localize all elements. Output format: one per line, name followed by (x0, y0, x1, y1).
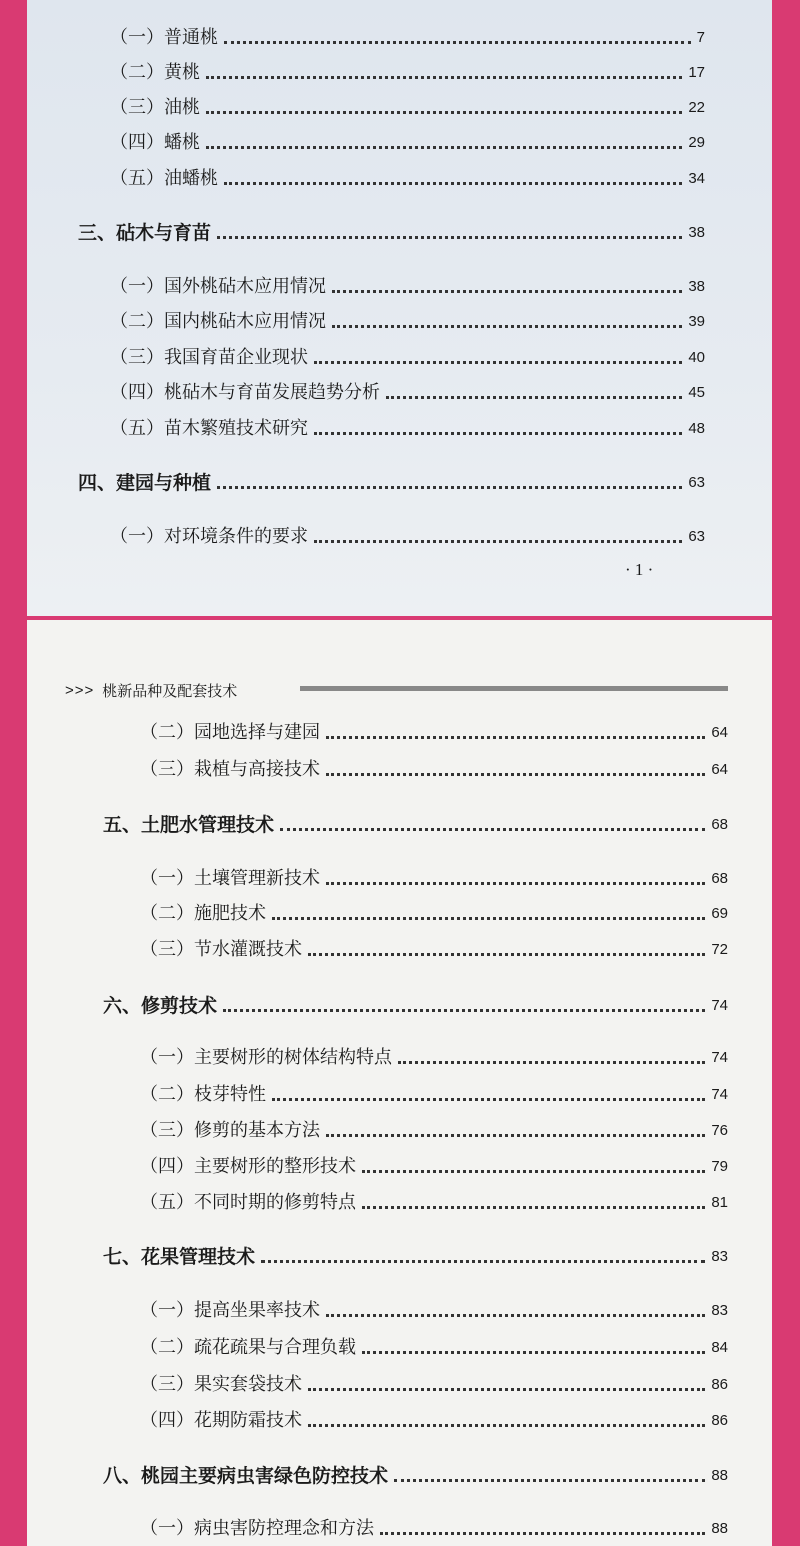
toc-entry (140, 759, 728, 781)
toc-entry-page: 7 (696, 29, 705, 46)
toc-entry (140, 868, 728, 890)
toc-entry-title: （一）病虫害防控理念和方法 (140, 1518, 374, 1539)
toc-entry-page: 79 (711, 1158, 728, 1175)
book-title: 桃新品种及配套技术 (102, 683, 238, 700)
toc-entry-page: 74 (711, 1049, 728, 1066)
toc-entry-title: （二）黄桃 (110, 62, 200, 83)
toc-entry-title: （三）果实套袋技术 (140, 1374, 302, 1395)
toc-chapter-title: 八、桃园主要病虫害绿色防控技术 (103, 1465, 389, 1487)
toc-entry-page: 40 (688, 349, 705, 366)
toc-entry (140, 1410, 728, 1432)
toc-entry-page: 86 (711, 1376, 728, 1393)
leader-dots (380, 1532, 705, 1535)
toc-chapter-title: 四、建园与种植 (78, 472, 212, 494)
toc-entry (110, 311, 705, 333)
toc-entry-page: 64 (711, 761, 728, 778)
chevrons-icon: >>> (65, 682, 95, 699)
toc-entry (110, 418, 705, 440)
toc-chapter-title: 五、土肥水管理技术 (103, 814, 275, 836)
toc-chapter-title: 七、花果管理技术 (103, 1246, 256, 1268)
toc-entry (140, 1084, 728, 1106)
toc-entry (110, 347, 705, 369)
toc-chapter-title: 三、砧木与育苗 (78, 222, 212, 244)
toc-entry (110, 168, 705, 190)
leader-dots (326, 773, 705, 776)
toc-entry-title: （一）主要树形的树体结构特点 (140, 1047, 392, 1068)
toc-page-1 (27, 0, 772, 616)
toc-entry (140, 939, 728, 961)
toc-entry-page: 48 (688, 420, 705, 437)
toc-entry-page: 22 (688, 99, 705, 116)
leader-dots (206, 76, 682, 79)
running-head (65, 680, 237, 701)
toc-entry (110, 97, 705, 119)
toc-entry (110, 382, 705, 404)
toc-chapter-page: 68 (711, 816, 728, 833)
leader-dots (217, 236, 682, 239)
leader-dots (308, 953, 705, 956)
toc-entry-title: （四）花期防霜技术 (140, 1410, 302, 1431)
toc-entry-page: 34 (688, 170, 705, 187)
leader-dots (314, 540, 682, 543)
toc-entry-title: （三）油桃 (110, 97, 200, 118)
page-number: · 1 · (625, 560, 654, 579)
toc-chapter-page: 38 (688, 224, 705, 241)
leader-dots (362, 1206, 705, 1209)
toc-entry-title: （一）对环境条件的要求 (110, 526, 308, 547)
leader-dots (280, 828, 705, 831)
toc-entry-title: （一）国外桃砧木应用情况 (110, 276, 326, 297)
toc-entry (140, 1156, 728, 1178)
toc-chapter (103, 814, 728, 836)
leader-dots (217, 486, 682, 489)
leader-dots (362, 1351, 705, 1354)
toc-chapter (103, 995, 728, 1017)
toc-entry-title: （五）油蟠桃 (110, 168, 218, 189)
toc-entry-page: 86 (711, 1412, 728, 1429)
toc-entry (140, 1374, 728, 1396)
toc-entry (140, 1192, 728, 1214)
leader-dots (394, 1479, 705, 1482)
toc-entry-title: （二）国内桃砧木应用情况 (110, 311, 326, 332)
toc-entry-page: 69 (711, 905, 728, 922)
leader-dots (224, 182, 682, 185)
toc-entry-page: 17 (688, 64, 705, 81)
toc-entry-page: 74 (711, 1086, 728, 1103)
leader-dots (332, 290, 682, 293)
toc-entry (140, 1120, 728, 1142)
leader-dots (272, 917, 705, 920)
toc-entry-title: （五）苗木繁殖技术研究 (110, 418, 308, 439)
toc-entry-title: （三）节水灌溉技术 (140, 939, 302, 960)
toc-chapter-page: 88 (711, 1467, 728, 1484)
leader-dots (326, 1134, 705, 1137)
leader-dots (326, 736, 705, 739)
toc-entry (110, 526, 705, 548)
toc-chapter (103, 1465, 728, 1487)
leader-dots (314, 361, 682, 364)
toc-entry (140, 1047, 728, 1069)
toc-entry-title: （五）不同时期的修剪特点 (140, 1192, 356, 1213)
toc-chapter-page: 83 (711, 1248, 728, 1265)
toc-entry-title: （一）土壤管理新技术 (140, 868, 320, 889)
toc-entry (140, 1518, 728, 1540)
toc-chapter-title: 六、修剪技术 (103, 995, 218, 1017)
toc-entry-page: 38 (688, 278, 705, 295)
toc-entry-page: 45 (688, 384, 705, 401)
leader-dots (206, 146, 682, 149)
leader-dots (223, 1009, 705, 1012)
leader-dots (272, 1098, 705, 1101)
toc-entry-page: 81 (711, 1194, 728, 1211)
toc-entry-title: （二）园地选择与建园 (140, 722, 320, 743)
toc-entry (140, 1337, 728, 1359)
leader-dots (308, 1388, 705, 1391)
toc-entry-page: 63 (688, 528, 705, 545)
toc-entry (140, 722, 728, 744)
toc-entry-title: （四）蟠桃 (110, 132, 200, 153)
leader-dots (326, 882, 705, 885)
toc-entry-page: 72 (711, 941, 728, 958)
leader-dots (386, 396, 682, 399)
leader-dots (362, 1170, 705, 1173)
toc-entry (110, 27, 705, 49)
toc-entry-title: （三）栽植与高接技术 (140, 759, 320, 780)
toc-chapter-page: 63 (688, 474, 705, 491)
leader-dots (308, 1424, 705, 1427)
toc-entry-page: 83 (711, 1302, 728, 1319)
toc-chapter (78, 472, 705, 494)
toc-entry (140, 1300, 728, 1322)
toc-entry-title: （三）我国育苗企业现状 (110, 347, 308, 368)
leader-dots (332, 325, 682, 328)
toc-entry-title: （一）普通桃 (110, 27, 218, 48)
header-rule (300, 686, 728, 691)
leader-dots (398, 1061, 705, 1064)
toc-entry-page: 64 (711, 724, 728, 741)
leader-dots (206, 111, 682, 114)
leader-dots (261, 1260, 705, 1263)
toc-entry-title: （四）主要树形的整形技术 (140, 1156, 356, 1177)
toc-entry-title: （二）疏花疏果与合理负载 (140, 1337, 356, 1358)
toc-entry (110, 132, 705, 154)
toc-entry-title: （四）桃砧木与育苗发展趋势分析 (110, 382, 380, 403)
leader-dots (224, 41, 691, 44)
toc-chapter-page: 74 (711, 997, 728, 1014)
toc-chapter (78, 222, 705, 244)
toc-chapter (103, 1246, 728, 1268)
toc-entry (140, 903, 728, 925)
toc-entry-title: （二）枝芽特性 (140, 1084, 266, 1105)
toc-entry (110, 276, 705, 298)
toc-entry-page: 88 (711, 1520, 728, 1537)
toc-entry-page: 39 (688, 313, 705, 330)
leader-dots (326, 1314, 705, 1317)
toc-entry-title: （三）修剪的基本方法 (140, 1120, 320, 1141)
toc-entry-page: 84 (711, 1339, 728, 1356)
toc-entry-page: 76 (711, 1122, 728, 1139)
toc-entry (110, 62, 705, 84)
toc-entry-page: 68 (711, 870, 728, 887)
toc-entry-title: （二）施肥技术 (140, 903, 266, 924)
toc-entry-page: 29 (688, 134, 705, 151)
leader-dots (314, 432, 682, 435)
toc-entry-title: （一）提高坐果率技术 (140, 1300, 320, 1321)
